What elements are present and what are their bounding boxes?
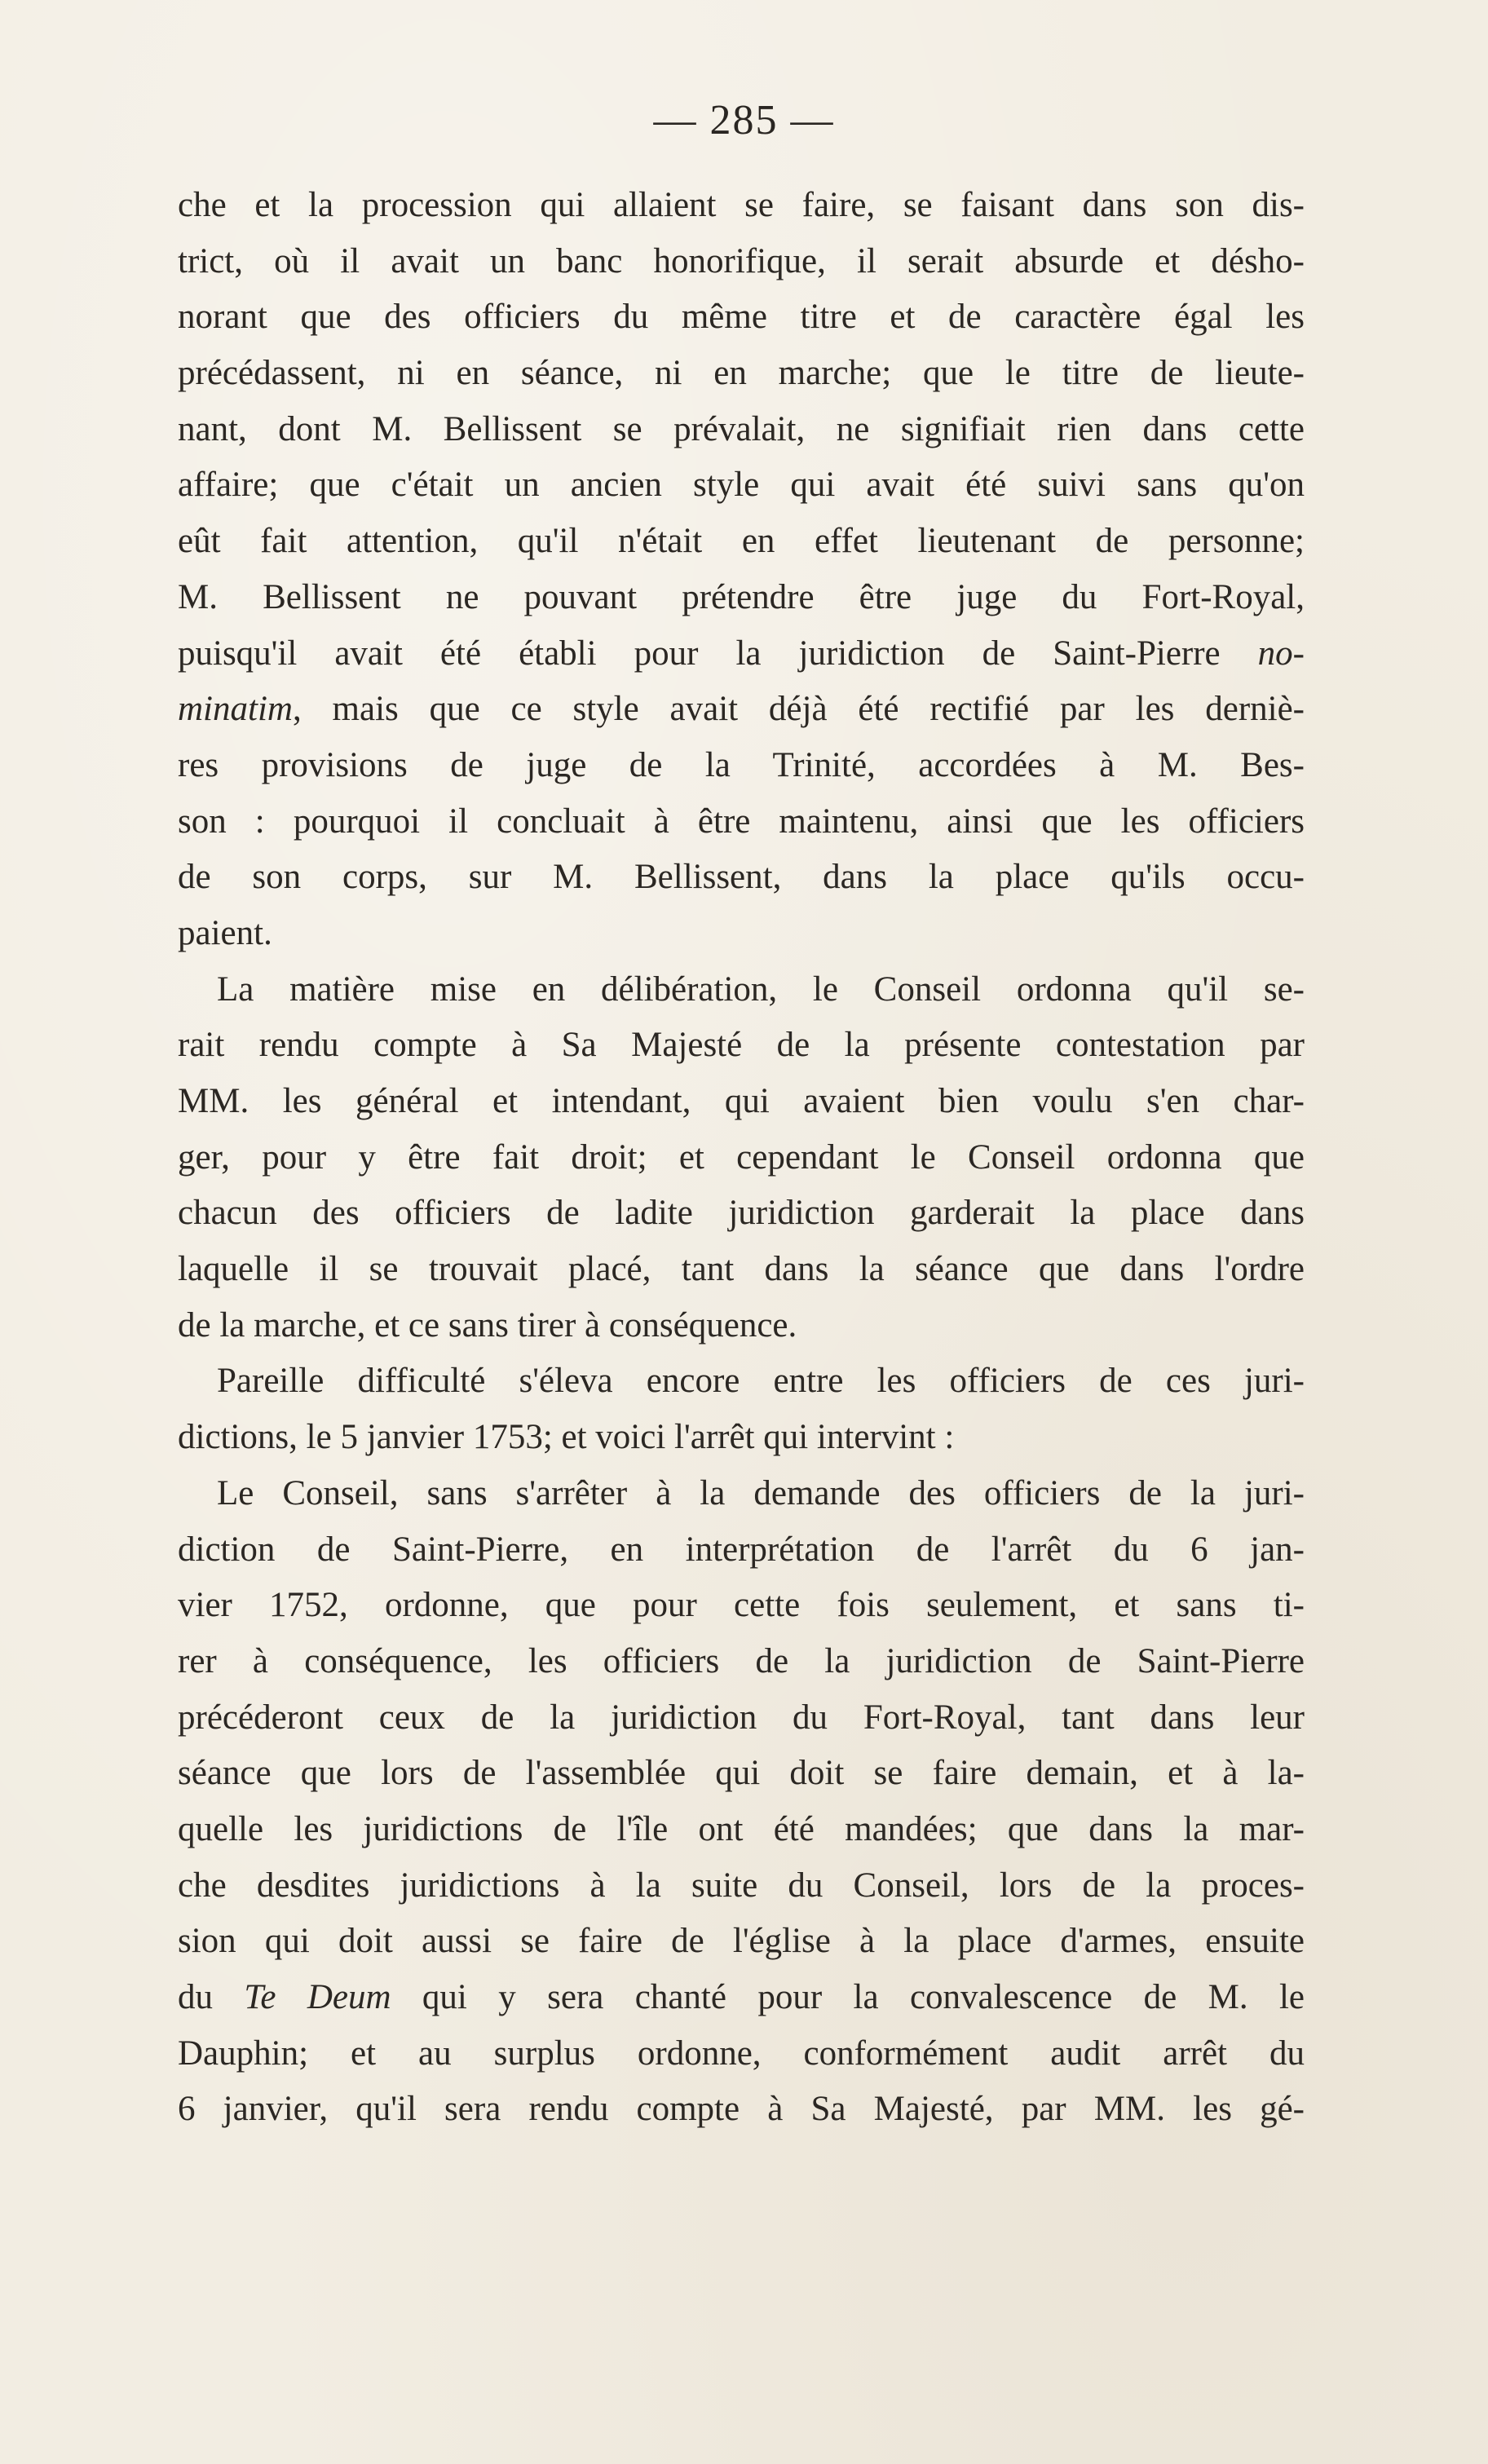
text-line: che desdites juridictions à la suite du Conseil, lors de la proces- bbox=[178, 1866, 1305, 1905]
text-line: Pareille difficulté s'éleva encore entre les officiers de ces juri- bbox=[217, 1362, 1305, 1401]
text-line: sion qui doit aussi se faire de l'église à la place d'armes, ensuite bbox=[178, 1922, 1305, 1961]
body-text bbox=[178, 178, 1305, 2138]
text-line: de la marche, et ce sans tirer à conséquence. bbox=[178, 1305, 797, 1345]
italic-text: no- bbox=[1257, 634, 1305, 673]
page-number: — 285 — bbox=[653, 97, 835, 144]
text-line: Dauphin; et au surplus ordonne, conformément audit arrêt du bbox=[178, 2033, 1305, 2073]
text-line: nant, dont M. Bellissent se prévalait, ne signifiait rien dans cette bbox=[178, 409, 1305, 448]
text-line: res provisions de juge de la Trinité, accordées à M. Bes- bbox=[178, 745, 1305, 784]
text-line bbox=[178, 626, 1305, 682]
italic-text: Te Deum bbox=[244, 1978, 391, 2016]
text-line: rait rendu compte à Sa Majesté de la présente contestation par bbox=[178, 1026, 1305, 1065]
text-line: Le Conseil, sans s'arrêter à la demande des officiers de la juri- bbox=[217, 1473, 1305, 1512]
text-line: de son corps, sur M. Bellissent, dans la place qu'ils occu- bbox=[178, 858, 1305, 897]
text-line: laquelle il se trouvait placé, tant dans la séance que dans l'ordre bbox=[178, 1250, 1305, 1289]
text-line: 6 janvier, qu'il sera rendu compte à Sa Majesté, par MM. les gé- bbox=[178, 2090, 1305, 2129]
text-line: dictions, le 5 janvier 1753; et voici l'arrêt qui intervint : bbox=[178, 1418, 955, 1457]
text-line: son : pourquoi il concluait à être maintenu, ainsi que les officiers bbox=[178, 801, 1305, 841]
text-line bbox=[178, 1970, 1305, 2026]
text-line: précéderont ceux de la juridiction du Fort-Royal, tant dans leur bbox=[178, 1698, 1305, 1737]
text-line: eût fait attention, qu'il n'était en effet lieutenant de personne; bbox=[178, 522, 1305, 561]
text-line: ger, pour y être fait droit; et cependant le Conseil ordonna que bbox=[178, 1137, 1305, 1177]
text-line: affaire; que c'était un ancien style qui avait été suivi sans qu'on bbox=[178, 466, 1305, 505]
text-line: vier 1752, ordonne, que pour cette fois seulement, et sans ti- bbox=[178, 1586, 1305, 1625]
text-line bbox=[178, 682, 1305, 738]
text-line: trict, où il avait un banc honorifique, il serait absurde et désho- bbox=[178, 241, 1305, 280]
text-segment: du bbox=[178, 1978, 245, 2016]
text-line: précédassent, ni en séance, ni en marche; que le titre de lieute- bbox=[178, 354, 1305, 393]
text-line: norant que des officiers du même titre et de caractère égal les bbox=[178, 298, 1305, 337]
text-line: quelle les juridictions de l'île ont été mandées; que dans la mar- bbox=[178, 1809, 1305, 1848]
text-line: paient. bbox=[178, 913, 272, 952]
text-segment: , mais que ce style avait déjà été rectifié par les derniè- bbox=[292, 690, 1305, 729]
text-line: diction de Saint-Pierre, en interprétation de l'arrêt du 6 jan- bbox=[178, 1530, 1305, 1569]
text-line: M. Bellissent ne pouvant prétendre être juge du Fort-Royal, bbox=[178, 577, 1305, 616]
text-line: rer à conséquence, les officiers de la juridiction de Saint-Pierre bbox=[178, 1641, 1305, 1680]
text-line: séance que lors de l'assemblée qui doit se faire demain, et à la- bbox=[178, 1754, 1305, 1793]
text-line: La matière mise en délibération, le Conseil ordonna qu'il se- bbox=[217, 969, 1305, 1009]
text-line: chacun des officiers de ladite juridiction garderait la place dans bbox=[178, 1194, 1305, 1233]
text-line: che et la procession qui allaient se faire, se faisant dans son dis- bbox=[178, 186, 1305, 224]
text-line: MM. les général et intendant, qui avaient bien voulu s'en char- bbox=[178, 1082, 1305, 1120]
italic-text: minatim bbox=[178, 690, 293, 729]
text-segment: puisqu'il avait été établi pour la juridiction de Saint-Pierre bbox=[178, 634, 1258, 673]
text-segment: qui y sera chanté pour la convalescence de M. le bbox=[391, 1978, 1305, 2016]
